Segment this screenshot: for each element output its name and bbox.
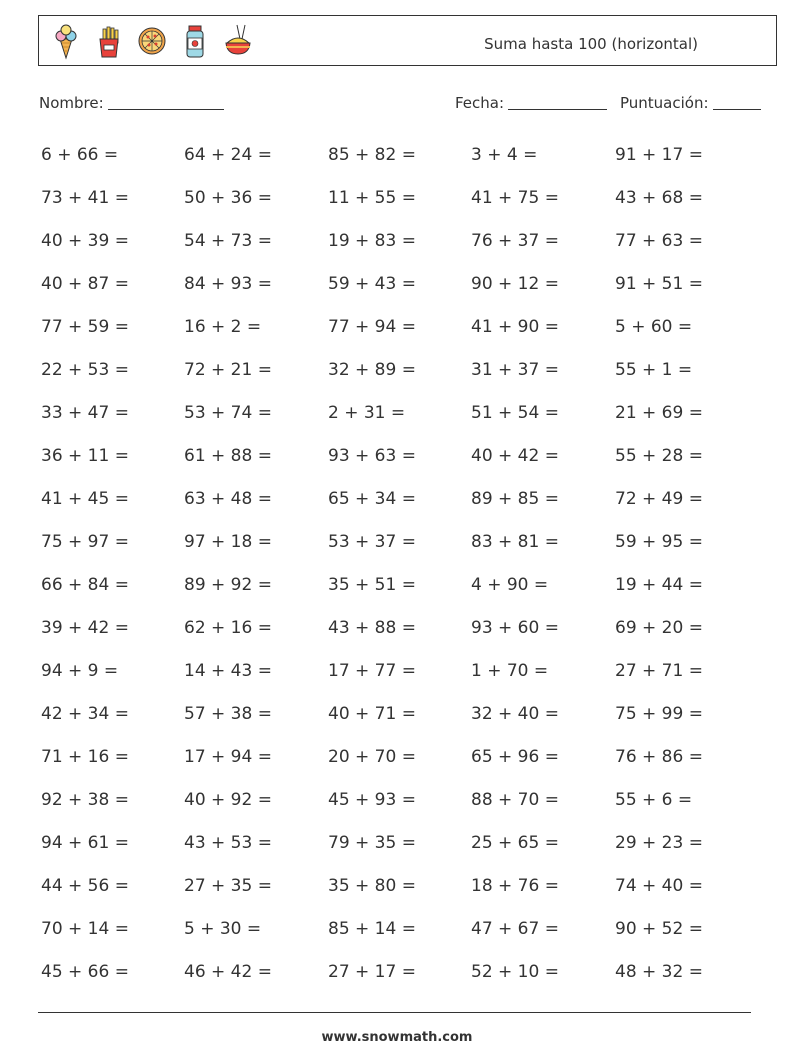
date-label: Fecha: xyxy=(455,94,505,112)
problem-item: 71 + 16 = xyxy=(41,747,129,767)
problem-item: 90 + 52 = xyxy=(615,919,703,939)
problem-item: 14 + 43 = xyxy=(184,661,272,681)
problem-item: 59 + 43 = xyxy=(328,274,416,294)
fries-icon xyxy=(94,21,124,61)
problem-item: 18 + 76 = xyxy=(471,876,559,896)
problem-item: 97 + 18 = xyxy=(184,532,272,552)
problem-item: 94 + 61 = xyxy=(41,833,129,853)
problem-item: 42 + 34 = xyxy=(41,704,129,724)
problem-item: 43 + 53 = xyxy=(184,833,272,853)
problem-item: 27 + 35 = xyxy=(184,876,272,896)
problem-item: 6 + 66 = xyxy=(41,145,119,165)
problem-item: 76 + 86 = xyxy=(615,747,703,767)
problem-item: 40 + 87 = xyxy=(41,274,129,294)
ice-cream-icon xyxy=(51,21,81,61)
problem-row xyxy=(41,566,761,609)
problem-item: 19 + 83 = xyxy=(328,231,416,251)
problem-item: 63 + 48 = xyxy=(184,489,272,509)
problem-item: 45 + 93 = xyxy=(328,790,416,810)
problem-item: 40 + 39 = xyxy=(41,231,129,251)
name-field[interactable] xyxy=(39,94,224,112)
problem-row xyxy=(41,652,761,695)
problem-item: 31 + 37 = xyxy=(471,360,559,380)
problem-item: 41 + 45 = xyxy=(41,489,129,509)
problem-item: 94 + 9 = xyxy=(41,661,119,681)
pizza-icon xyxy=(137,21,167,61)
problem-item: 41 + 90 = xyxy=(471,317,559,337)
problem-item: 66 + 84 = xyxy=(41,575,129,595)
problem-item: 89 + 92 = xyxy=(184,575,272,595)
problem-item: 90 + 12 = xyxy=(471,274,559,294)
problem-item: 5 + 60 = xyxy=(615,317,693,337)
problem-item: 40 + 42 = xyxy=(471,446,559,466)
problem-item: 48 + 32 = xyxy=(615,962,703,982)
name-label: Nombre: xyxy=(39,94,104,112)
problem-item: 51 + 54 = xyxy=(471,403,559,423)
problem-item: 25 + 65 = xyxy=(471,833,559,853)
problem-row xyxy=(41,179,761,222)
problem-item: 76 + 37 = xyxy=(471,231,559,251)
problem-item: 73 + 41 = xyxy=(41,188,129,208)
date-line[interactable] xyxy=(508,95,607,110)
problem-item: 2 + 31 = xyxy=(328,403,406,423)
problem-item: 55 + 1 = xyxy=(615,360,693,380)
problem-item: 16 + 2 = xyxy=(184,317,262,337)
problem-item: 52 + 10 = xyxy=(471,962,559,982)
problem-row xyxy=(41,351,761,394)
problem-item: 75 + 97 = xyxy=(41,532,129,552)
problem-item: 57 + 38 = xyxy=(184,704,272,724)
problem-item: 89 + 85 = xyxy=(471,489,559,509)
problem-item: 22 + 53 = xyxy=(41,360,129,380)
problem-item: 32 + 40 = xyxy=(471,704,559,724)
problem-row xyxy=(41,867,761,910)
problem-item: 93 + 60 = xyxy=(471,618,559,638)
problem-item: 69 + 20 = xyxy=(615,618,703,638)
problem-item: 39 + 42 = xyxy=(41,618,129,638)
problem-item: 72 + 49 = xyxy=(615,489,703,509)
problem-item: 77 + 59 = xyxy=(41,317,129,337)
problem-row xyxy=(41,523,761,566)
problem-item: 74 + 40 = xyxy=(615,876,703,896)
problem-item: 40 + 71 = xyxy=(328,704,416,724)
problem-row xyxy=(41,394,761,437)
problem-row xyxy=(41,738,761,781)
score-field[interactable] xyxy=(620,94,761,112)
header-icons xyxy=(51,20,266,62)
problem-row xyxy=(41,480,761,523)
problem-item: 53 + 74 = xyxy=(184,403,272,423)
problem-row xyxy=(41,308,761,351)
problem-item: 47 + 67 = xyxy=(471,919,559,939)
problem-row xyxy=(41,910,761,953)
problem-row xyxy=(41,222,761,265)
problem-row xyxy=(41,609,761,652)
problem-row xyxy=(41,265,761,308)
problem-row xyxy=(41,953,761,996)
problem-item: 64 + 24 = xyxy=(184,145,272,165)
problem-item: 77 + 94 = xyxy=(328,317,416,337)
worksheet-title: Suma hasta 100 (horizontal) xyxy=(484,35,698,53)
problem-row xyxy=(41,824,761,867)
problem-item: 85 + 82 = xyxy=(328,145,416,165)
problem-item: 83 + 81 = xyxy=(471,532,559,552)
problem-item: 20 + 70 = xyxy=(328,747,416,767)
problem-item: 55 + 28 = xyxy=(615,446,703,466)
problem-item: 77 + 63 = xyxy=(615,231,703,251)
problem-item: 85 + 14 = xyxy=(328,919,416,939)
problem-item: 40 + 92 = xyxy=(184,790,272,810)
problem-item: 92 + 38 = xyxy=(41,790,129,810)
problem-item: 55 + 6 = xyxy=(615,790,693,810)
problem-item: 50 + 36 = xyxy=(184,188,272,208)
problem-item: 27 + 17 = xyxy=(328,962,416,982)
worksheet-header xyxy=(38,15,777,66)
problem-item: 65 + 34 = xyxy=(328,489,416,509)
score-label: Puntuación: xyxy=(620,94,709,112)
problem-item: 21 + 69 = xyxy=(615,403,703,423)
problem-item: 44 + 56 = xyxy=(41,876,129,896)
problem-item: 17 + 94 = xyxy=(184,747,272,767)
problem-item: 91 + 17 = xyxy=(615,145,703,165)
problem-item: 93 + 63 = xyxy=(328,446,416,466)
problem-item: 84 + 93 = xyxy=(184,274,272,294)
score-line[interactable] xyxy=(713,95,761,110)
problem-item: 65 + 96 = xyxy=(471,747,559,767)
problem-item: 91 + 51 = xyxy=(615,274,703,294)
problem-item: 35 + 51 = xyxy=(328,575,416,595)
problem-item: 75 + 99 = xyxy=(615,704,703,724)
problem-item: 62 + 16 = xyxy=(184,618,272,638)
footer-url: www.snowmath.com xyxy=(321,1030,473,1045)
date-field[interactable] xyxy=(455,94,607,112)
problem-item: 46 + 42 = xyxy=(184,962,272,982)
problem-row xyxy=(41,437,761,480)
problem-item: 53 + 37 = xyxy=(328,532,416,552)
problem-item: 19 + 44 = xyxy=(615,575,703,595)
problem-item: 43 + 88 = xyxy=(328,618,416,638)
problem-item: 88 + 70 = xyxy=(471,790,559,810)
problem-row xyxy=(41,136,761,179)
problem-item: 41 + 75 = xyxy=(471,188,559,208)
problem-row xyxy=(41,695,761,738)
problem-item: 11 + 55 = xyxy=(328,188,416,208)
problem-item: 61 + 88 = xyxy=(184,446,272,466)
jam-jar-icon xyxy=(180,21,210,61)
problem-item: 79 + 35 = xyxy=(328,833,416,853)
problem-grid xyxy=(41,136,761,996)
problem-item: 5 + 30 = xyxy=(184,919,262,939)
problem-item: 4 + 90 = xyxy=(471,575,549,595)
name-line[interactable] xyxy=(108,95,224,110)
problem-item: 29 + 23 = xyxy=(615,833,703,853)
problem-item: 17 + 77 = xyxy=(328,661,416,681)
noodle-bowl-icon xyxy=(223,21,253,61)
problem-item: 32 + 89 = xyxy=(328,360,416,380)
problem-item: 36 + 11 = xyxy=(41,446,129,466)
problem-item: 43 + 68 = xyxy=(615,188,703,208)
problem-item: 33 + 47 = xyxy=(41,403,129,423)
problem-item: 72 + 21 = xyxy=(184,360,272,380)
problem-row xyxy=(41,781,761,824)
problem-item: 27 + 71 = xyxy=(615,661,703,681)
footer-divider xyxy=(38,1012,751,1013)
problem-item: 3 + 4 = xyxy=(471,145,538,165)
problem-item: 59 + 95 = xyxy=(615,532,703,552)
problem-item: 45 + 66 = xyxy=(41,962,129,982)
problem-item: 1 + 70 = xyxy=(471,661,549,681)
problem-item: 70 + 14 = xyxy=(41,919,129,939)
problem-item: 54 + 73 = xyxy=(184,231,272,251)
problem-item: 35 + 80 = xyxy=(328,876,416,896)
